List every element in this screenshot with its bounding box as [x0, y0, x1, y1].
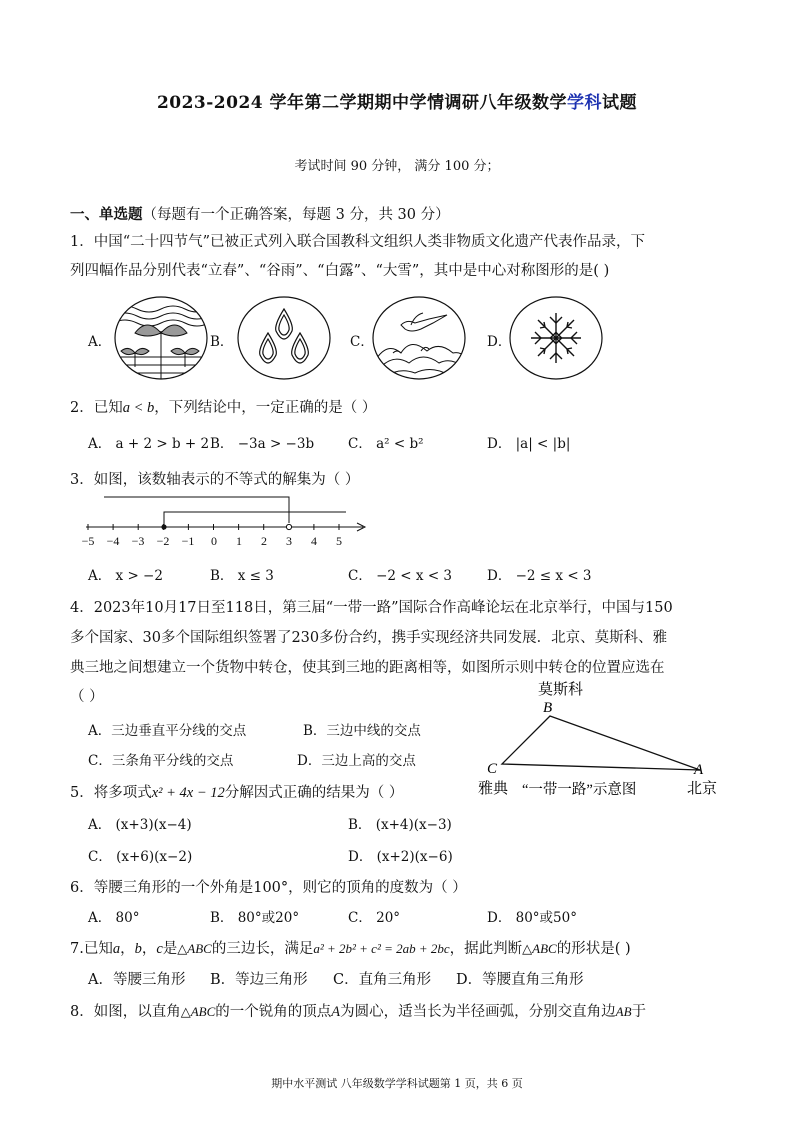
- lichun-icon: [113, 295, 209, 381]
- q5-option-c: C． (x+6)(x−2): [88, 849, 193, 865]
- q1-option-d: D．: [487, 334, 512, 350]
- tick-label: −1: [181, 534, 195, 548]
- q2-option-d: D． |a| < |b|: [487, 436, 571, 452]
- label-moscow: 莫斯科: [538, 682, 584, 698]
- section-heading: 一、单选题（每题有一个正确答案，每题 3 分，共 30 分）: [70, 206, 450, 223]
- q6-option-d: D． 80°或50°: [487, 910, 577, 926]
- vertex-b: B: [543, 700, 553, 716]
- guyu-icon: [236, 295, 332, 381]
- q2-option-c: C． a² < b²: [348, 436, 424, 452]
- q4-line3: 典三地之间想建立一个货物中转仓，使其到三地的距离相等，如图所示则中转仓的位置应选在: [70, 660, 665, 676]
- tick-label: 4: [311, 534, 317, 548]
- open-dot: [286, 524, 291, 529]
- tick-label: 3: [286, 534, 292, 548]
- q8-stem: 8．如图，以直角△ABC的一个锐角的顶点A为圆心，适当长为半径画弧，分别交直角边AB于: [70, 1004, 647, 1020]
- q1-option-c: C．: [350, 334, 374, 350]
- daxue-snowflake-icon: [508, 295, 604, 381]
- tick-label: −5: [81, 534, 95, 548]
- tick-label: −2: [156, 534, 170, 548]
- vertex-c: C: [487, 761, 498, 777]
- q7-option-b: B．等边三角形: [210, 972, 308, 988]
- q3-option-d: D． −2 ≤ x < 3: [487, 568, 592, 584]
- q5-option-a: A． (x+3)(x−4): [88, 817, 192, 833]
- q5-option-b: B． (x+4)(x−3): [348, 817, 452, 833]
- q4-option-d: D．三边上高的交点: [297, 753, 416, 769]
- q4-option-c: C．三条角平分线的交点: [88, 753, 234, 769]
- number-line-figure: [76, 492, 376, 552]
- tick-label: 0: [211, 534, 217, 548]
- q4-line4: （ ）: [70, 689, 104, 705]
- q1-option-a: A．: [88, 334, 112, 350]
- q3-option-b: B． x ≤ 3: [210, 568, 274, 584]
- tick-label: 1: [236, 534, 242, 548]
- q7-option-c: C．直角三角形: [333, 972, 432, 988]
- title-highlight: 学科: [567, 93, 603, 113]
- q3-stem: 3．如图，该数轴表示的不等式的解集为（ ）: [70, 472, 360, 488]
- q5-option-d: D． (x+2)(x−6): [348, 849, 453, 865]
- q7-option-d: D．等腰直角三角形: [456, 972, 584, 988]
- q1-option-b: B．: [210, 334, 234, 350]
- q4-line2: 多个国家、30多个国际组织签署了230多份合约，携手实现经济共同发展．北京、莫斯科、雅: [70, 630, 668, 646]
- q6-stem: 6．等腰三角形的一个外角是100°，则它的顶角的度数为（ ）: [70, 880, 467, 896]
- label-athens: 雅典: [478, 781, 509, 797]
- q4-option-b: B．三边中线的交点: [303, 723, 421, 739]
- tick-label: 2: [261, 534, 267, 548]
- q3-option-c: C． −2 < x < 3: [348, 568, 453, 584]
- q1-line1: 1．中国“二十四节气”已被正式列入联合国教科文组织人类非物质文化遗产代表作品录，下: [70, 234, 646, 250]
- exam-info: 考试时间 90 分钟， 满分 100 分；: [294, 159, 500, 174]
- q7-option-a: A．等腰三角形: [88, 972, 186, 988]
- belt-road-triangle-figure: [470, 674, 730, 802]
- label-beijing: 北京: [687, 781, 718, 797]
- page-title: 2023-2024 学年第二学期期中学情调研八年级数学学科试题: [156, 93, 638, 113]
- figure-caption: “一带一路”示意图: [522, 782, 637, 798]
- q7-stem: 7.已知a，b，c是△ABC的三边长，满足a² + 2b² + c² = 2ab + 2bc，据此判断△ABC的形状是( ): [70, 941, 631, 957]
- closed-dot: [161, 524, 166, 529]
- q2-option-a: A． a + 2 > b + 2: [88, 436, 210, 452]
- q6-option-a: A． 80°: [88, 910, 140, 926]
- q4-line1: 4．2023年10月17日至118日，第三届“一带一路”国际合作高峰论坛在北京举行，中国与150: [70, 600, 673, 616]
- tick-label: 5: [336, 534, 342, 548]
- page-footer: 期中水平测试 八年级数学学科试题第 1 页，共 6 页: [271, 1077, 523, 1090]
- q6-option-c: C． 20°: [348, 910, 401, 926]
- q1-line2: 列四幅作品分别代表“立春”、“谷雨”、“白露”、“大雪”，其中是中心对称图形的是( ): [70, 263, 610, 279]
- q5-stem: 5．将多项式x² + 4x − 12分解因式正确的结果为（ ）: [70, 785, 404, 801]
- q2-option-b: B． −3a > −3b: [210, 436, 315, 452]
- q2-stem: 2．已知a < b，下列结论中，一定正确的是（ ）: [70, 400, 377, 416]
- tick-label: −3: [131, 534, 145, 548]
- tick-label: −4: [106, 534, 120, 548]
- q4-option-a: A．三边垂直平分线的交点: [88, 723, 247, 739]
- bailu-icon: [371, 295, 467, 381]
- q3-option-a: A． x > −2: [88, 568, 163, 584]
- q6-option-b: B． 80°或20°: [210, 910, 300, 926]
- vertex-a: A: [694, 762, 704, 778]
